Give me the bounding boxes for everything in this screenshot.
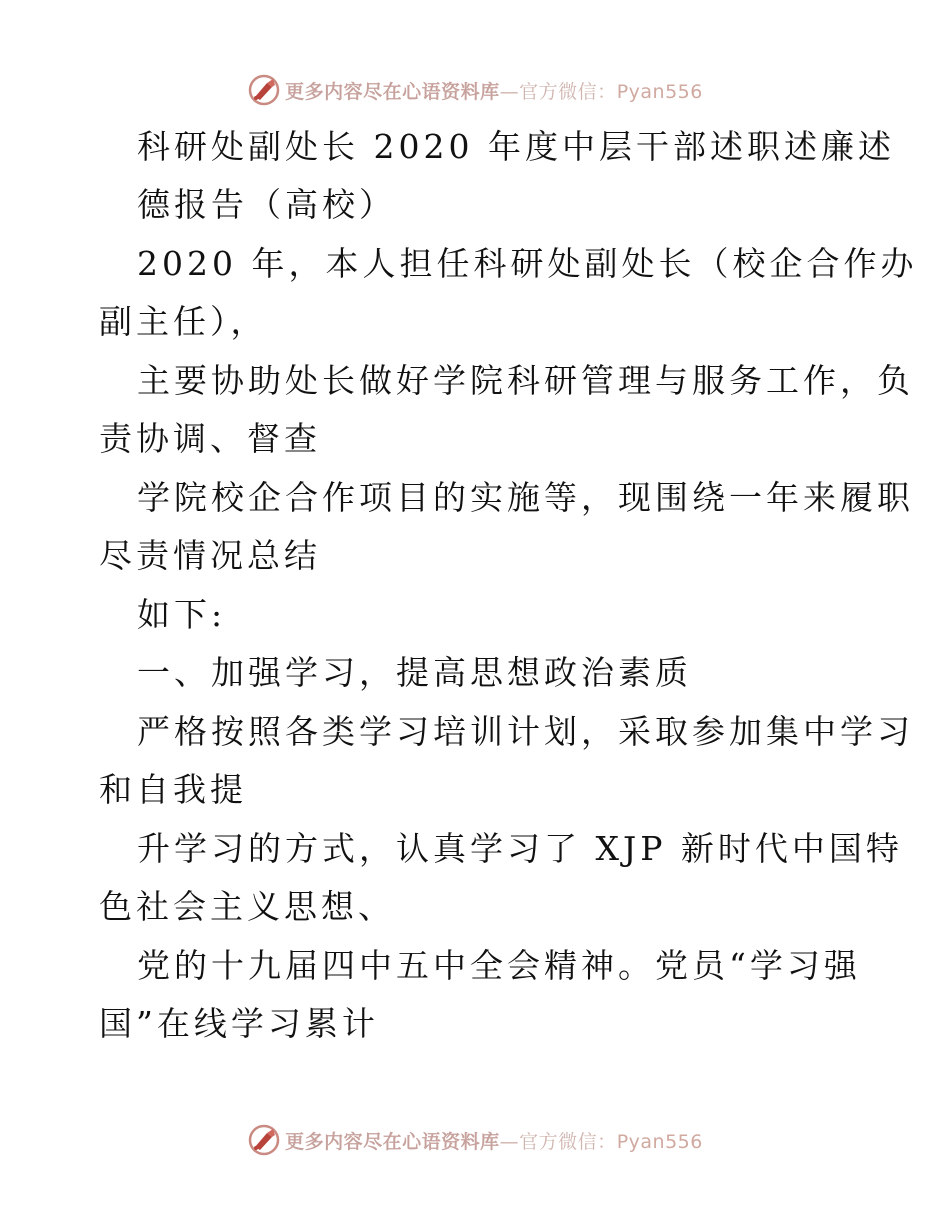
paragraph-line: 主要协助处长做好学院科研管理与服务工作，负 <box>137 361 914 400</box>
paragraph-line: 升学习的方式，认真学习了 XJP 新时代中国特 <box>137 829 903 868</box>
watermark-prefix: 更多内容尽在心语资料库 <box>285 1130 500 1153</box>
section-heading: 一、加强学习，提高思想政治素质 <box>137 653 692 692</box>
pen-nib-logo-icon <box>247 1123 281 1157</box>
paragraph-line: 如下: <box>137 595 227 634</box>
pen-nib-logo-icon <box>247 73 281 107</box>
watermark-text <box>285 77 703 104</box>
watermark-middle: —官方微信： <box>499 80 617 103</box>
paragraph-line: 和自我提 <box>99 770 247 809</box>
paragraph-line: 党的十九届四中五中全会精神。党员“学习强 <box>137 946 861 985</box>
watermark-middle: —官方微信： <box>499 1130 617 1153</box>
watermark-account: Pyan556 <box>616 1130 703 1153</box>
footer-watermark <box>0 1120 950 1160</box>
paragraph-line: 学院校企合作项目的实施等，现围绕一年来履职 <box>137 478 914 517</box>
document-title-line-1: 科研处副处长 2020 年度中层干部述职述廉述 <box>137 127 895 166</box>
document-title-line-2: 德报告（高校） <box>137 185 396 224</box>
paragraph-line: 尽责情况总结 <box>99 536 321 575</box>
header-watermark <box>0 70 950 110</box>
paragraph-line: 色社会主义思想、 <box>99 887 395 926</box>
paragraph-line: 2020 年，本人担任科研处副处长（校企合作办 <box>137 244 918 283</box>
paragraph-line: 责协调、督查 <box>99 419 321 458</box>
watermark-text <box>285 1127 703 1154</box>
paragraph-line: 严格按照各类学习培训计划，采取参加集中学习 <box>137 712 914 751</box>
paragraph-line: 国”在线学习累计 <box>99 1004 379 1043</box>
watermark-account: Pyan556 <box>616 80 703 103</box>
watermark-prefix: 更多内容尽在心语资料库 <box>285 80 500 103</box>
paragraph-line: 副主任）， <box>99 302 268 341</box>
